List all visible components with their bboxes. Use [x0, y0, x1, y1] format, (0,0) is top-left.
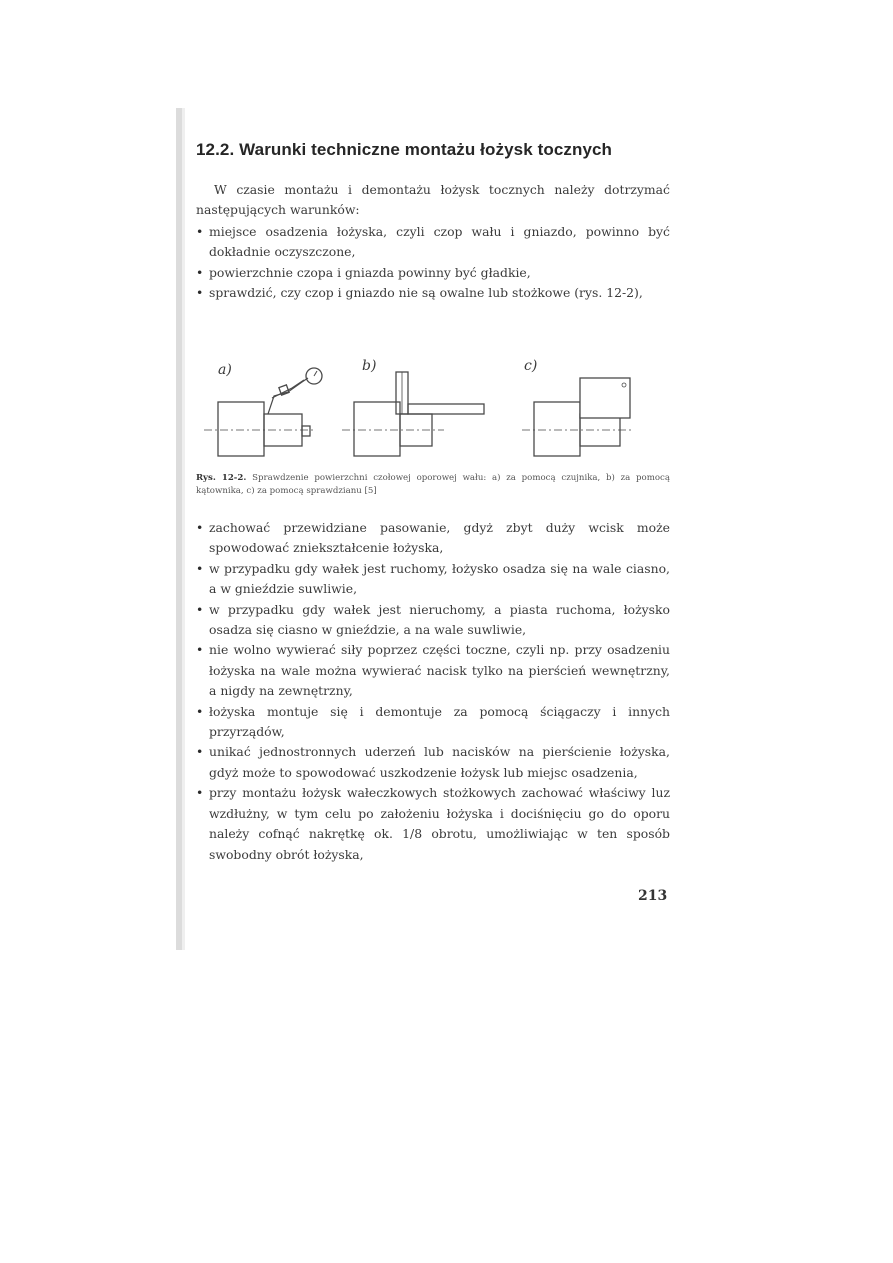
figure-12-2 — [196, 352, 670, 470]
list-item: • sprawdzić, czy czop i gniazdo nie są owalne lub stożkowe (rys. 12-2), — [196, 283, 670, 303]
caption-label: Rys. 12-2. — [196, 473, 247, 483]
list-item: • w przypadku gdy wałek jest ruchomy, łożysko osadza się na wale ciasno, a w gnieździe suwliwie, — [196, 559, 670, 600]
page-gutter-highlight — [182, 108, 185, 950]
caption-text: Sprawdzenie powierzchni czołowej oporowej wału: a) za pomocą czujnika, b) za pomocą kątownika, c) za pomocą sprawdzianu [5] — [196, 473, 670, 496]
list-item: • powierzchnie czopa i gniazda powinny być gładkie, — [196, 263, 670, 283]
figure-caption — [196, 472, 670, 498]
shaft-with-square — [342, 372, 484, 456]
list-item: • łożyska montuje się i demontuje za pomocą ściągaczy i innych przyrządów, — [196, 702, 670, 743]
intro-paragraph: W czasie montażu i demontażu łożysk tocznych należy dotrzymać następujących warunków: — [196, 182, 670, 218]
shaft-with-gauge — [522, 378, 632, 456]
shaft-with-dial-indicator — [204, 368, 322, 456]
conditions-list-bottom — [196, 518, 670, 865]
figure-drawing — [196, 352, 670, 470]
list-item: • miejsce osadzenia łożyska, czyli czop wału i gniazdo, powinno być dokładnie oczyszczone, — [196, 222, 670, 263]
figure-label-b: b) — [362, 358, 377, 374]
list-item: • zachować przewidziane pasowanie, gdyż zbyt duży wcisk może spowodować zniekształcenie łożyska, — [196, 518, 670, 559]
list-item: • przy montażu łożysk wałeczkowych stożkowych zachować właściwy luz wzdłużny, w tym celu po założeniu łożyska i dociśnięciu go do oporu należy cofnąć nakrętkę ok. 1/8 obrotu, umożliwiając w ten sposób swobodny obrót łożyska, — [196, 783, 670, 865]
list-item: • w przypadku gdy wałek jest nieruchomy, a piasta ruchoma, łożysko osadza się ciasno w gnieździe, a na wale suwliwie, — [196, 600, 670, 641]
list-item: • nie wolno wywierać siły poprzez części toczne, czyli np. przy osadzeniu łożyska na wale można wywierać nacisk tylko na pierścień wewnętrzny, a nigdy na zewnętrzny, — [196, 640, 670, 701]
list-item: • unikać jednostronnych uderzeń lub nacisków na pierścienie łożyska, gdyż może to spowodować uszkodzenie łożysk lub miejsc osadzenia, — [196, 742, 670, 783]
figure-label-a: a) — [218, 362, 232, 378]
figure-label-c: c) — [524, 358, 538, 374]
page-number: 213 — [638, 888, 668, 904]
conditions-list-top — [196, 222, 670, 304]
section-heading: 12.2. Warunki techniczne montażu łożysk tocznych — [196, 140, 613, 159]
